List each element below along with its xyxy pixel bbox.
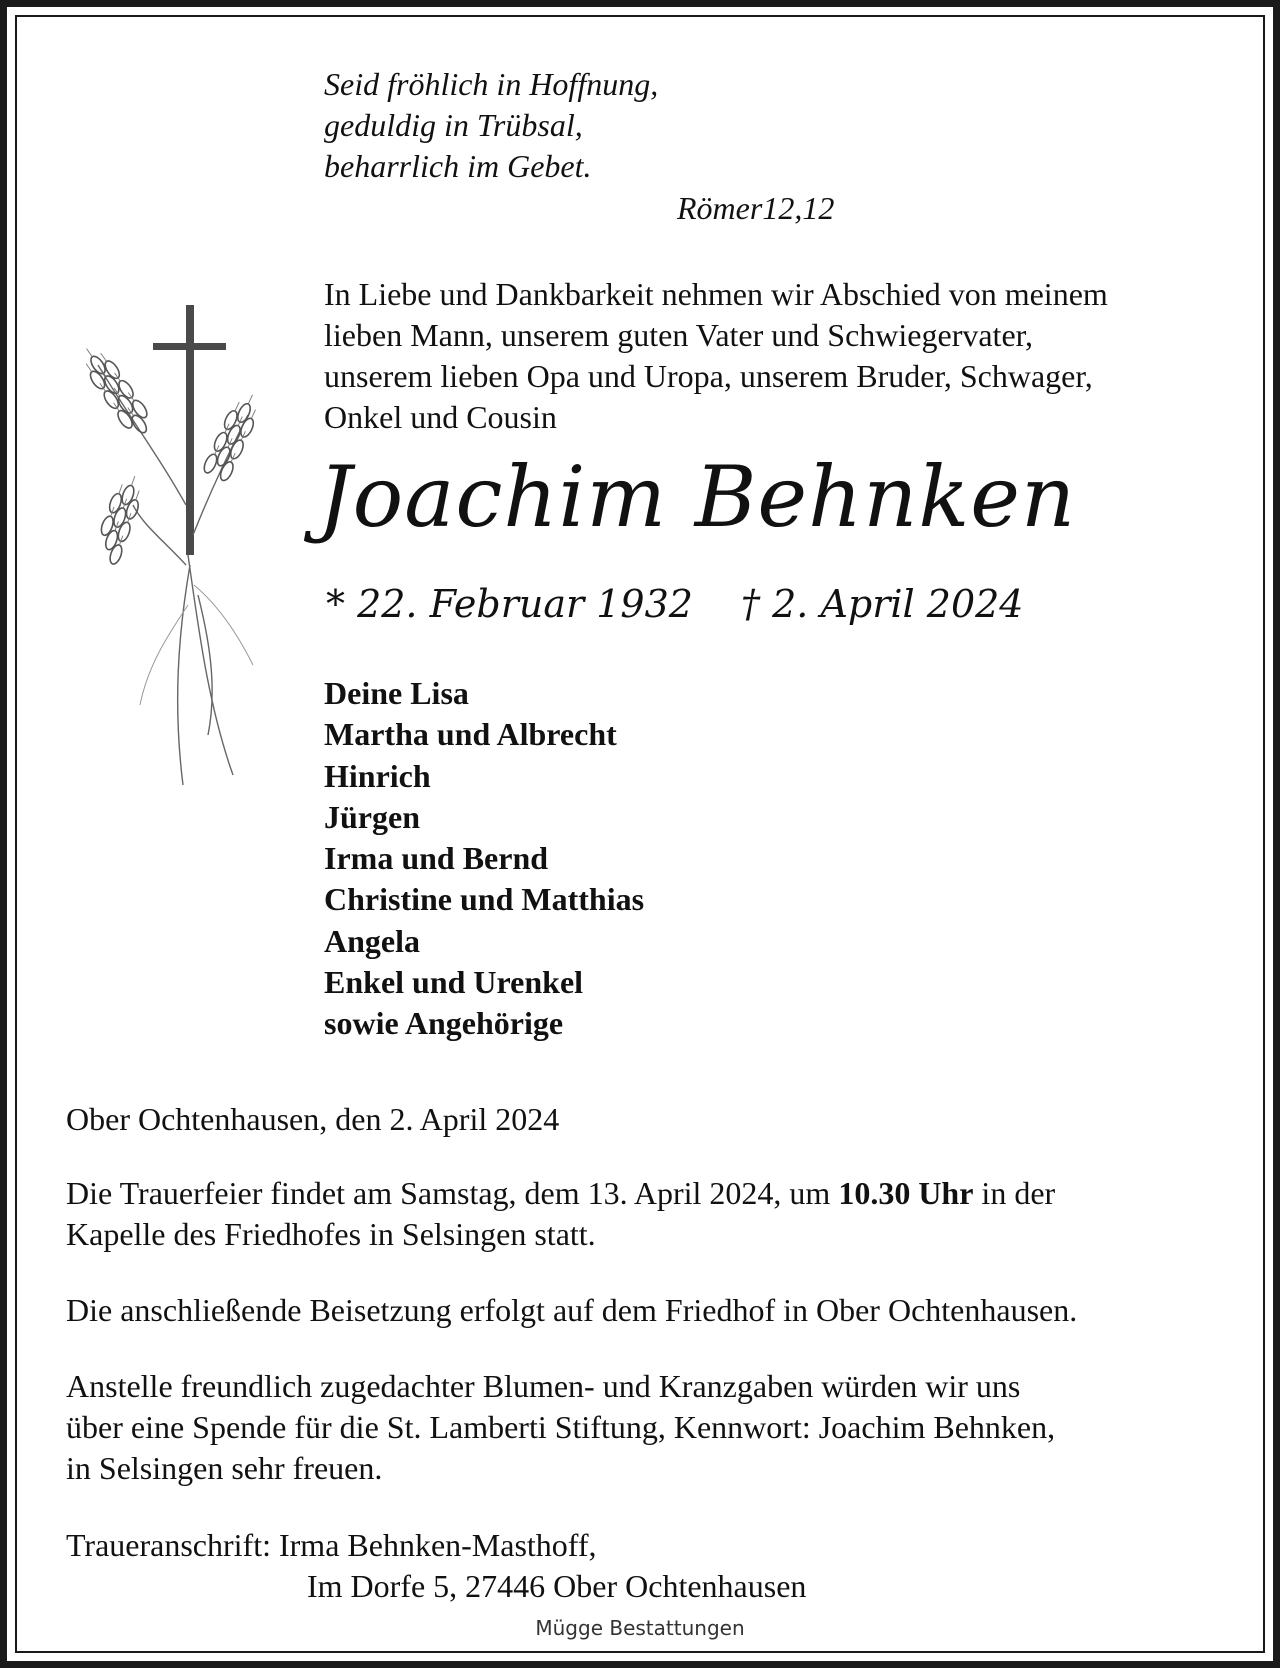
intro-line: unserem lieben Opa und Uropa, unserem Bruder, Schwager, <box>324 358 1093 394</box>
address-line-1: Traueranschrift: Irma Behnken-Masthoff, <box>66 1527 597 1563</box>
verse-line: Seid fröhlich in Hoffnung, <box>324 66 659 102</box>
verse-reference: Römer12,12 <box>677 190 835 226</box>
mourner: Hinrich <box>324 757 431 794</box>
donation-line: über eine Spende für die St. Lamberti Stiftung, Kennwort: Joachim Behnken, <box>66 1409 1056 1445</box>
birth-date: * 22. Februar 1932 <box>326 582 693 626</box>
mourner: Irma und Bernd <box>324 840 549 877</box>
service-text: Die Trauerfeier findet am Samstag, dem 13. April 2024, um <box>66 1175 839 1211</box>
verse-line: geduldig in Trübsal, <box>324 107 583 143</box>
mourner: Martha und Albrecht <box>324 716 617 753</box>
death-date: † 2. April 2024 <box>741 582 1024 626</box>
mourner: Enkel und Urenkel <box>324 964 584 1001</box>
burial-info: Die anschließende Beisetzung erfolgt auf dem Friedhof in Ober Ochtenhausen. <box>66 1292 1078 1328</box>
donation-info <box>66 1366 1226 1489</box>
funeral-home-credit: Mügge Bestattungen <box>535 1616 745 1640</box>
intro-line: lieben Mann, unserem guten Vater und Schwiegervater, <box>324 317 1034 353</box>
mourner: Deine Lisa <box>324 675 469 711</box>
mourning-address <box>66 1525 1226 1607</box>
intro-line: Onkel und Cousin <box>324 399 557 435</box>
life-dates <box>326 582 1023 626</box>
address-line-2: Im Dorfe 5, 27446 Ober Ochtenhausen <box>307 1568 807 1604</box>
bible-verse <box>324 64 658 187</box>
mourners-list <box>324 673 644 1045</box>
service-line-2: Kapelle des Friedhofes in Selsingen statt. <box>66 1216 596 1252</box>
donation-line: Anstelle freundlich zugedachter Blumen- und Kranzgaben würden wir uns <box>66 1368 1021 1404</box>
place-date: Ober Ochtenhausen, den 2. April 2024 <box>66 1101 560 1137</box>
cross-with-wheat-icon <box>48 305 288 845</box>
service-info <box>66 1173 1226 1255</box>
mourner: sowie Angehörige <box>324 1005 564 1042</box>
mourner: Christine und Matthias <box>324 881 645 918</box>
donation-line: in Selsingen sehr freuen. <box>66 1450 383 1486</box>
deceased-name: Joachim Behnken <box>318 448 1077 546</box>
farewell-intro <box>324 274 1224 438</box>
intro-line: In Liebe und Dankbarkeit nehmen wir Abschied von meinem <box>324 276 1108 312</box>
mourner: Jürgen <box>324 798 420 835</box>
mourner: Angela <box>324 922 420 959</box>
service-text-end: in der <box>973 1175 1056 1211</box>
service-time: 10.30 Uhr <box>838 1175 974 1211</box>
service-line-1 <box>66 1173 1226 1214</box>
verse-line: beharrlich im Gebet. <box>324 148 592 184</box>
